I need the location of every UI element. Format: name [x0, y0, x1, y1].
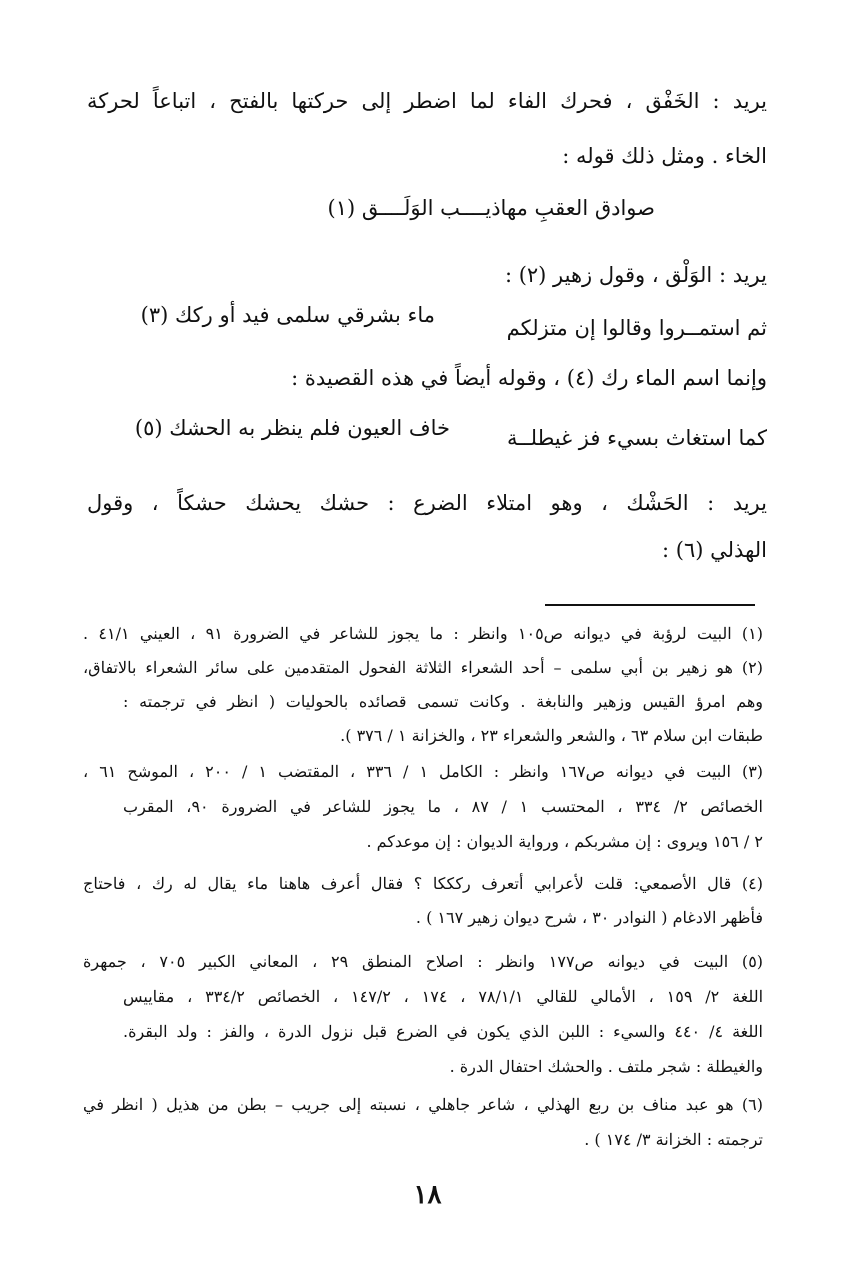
footnote-5-line-4: والغيطلة : شجر ملتف . والحشك احتفال الدرة . [449, 1057, 763, 1076]
footnote-2-line-1: (٢) هو زهير بن أبي سلمى – أحد الشعراء الثلاثة الفحول المتقدمين على سائر الشعراء بالاتفاق، [83, 658, 763, 677]
verse-2-first-hemistich: ثم استمــروا وقالوا إن متزلكم [506, 316, 767, 340]
paragraph-4-line-1: يريد : الحَشْك ، وهو امتلاء الضرع : حشك يحشك حشكاً ، وقول [87, 491, 767, 515]
footnote-3-line-1: (٣) البيت في ديوانه ص١٦٧ وانظر : الكامل ١ / ٣٣٦ ، المقتضب ١ / ٢٠٠ ، الموشح ٦١ ، [83, 762, 764, 781]
footnote-2-line-2: وهم امرؤ القيس وزهير والنابغة . وكانت تسمى قصائده بالحوليات ( انظر في ترجمته : [123, 692, 763, 711]
footnote-5-line-2: اللغة ٢/ ١٥٩ ، الأمالي للقالي ٧٨/١/١ ، ١٧٤ ، ١٤٧/٢ ، الخصائص ٣٣٤/٢ ، مقاييس [123, 987, 764, 1006]
page-number: ١٨ [413, 1180, 442, 1210]
paragraph-1-line-1: يريد : الخَفْق ، فحرك الفاء لما اضطر إلى حركتها بالفتح ، اتباعاً لحركة [87, 89, 767, 113]
footnote-2-line-3: طبقات ابن سلام ٦٣ ، والشعر والشعراء ٢٣ ، والخزانة ١ / ٣٧٦ ). [340, 726, 763, 745]
footnote-3-line-3: ٢ / ١٥٦ ويروى : إن مشربكم ، ورواية الديوان : إن موعدكم . [366, 832, 763, 851]
footnote-5-line-1: (٥) البيت في ديوانه ص١٧٧ وانظر : اصلاح المنطق ٢٩ ، المعاني الكبير ٧٠٥ ، جمهرة [83, 952, 764, 971]
footnote-separator [545, 604, 755, 606]
footnote-4-line-1: (٤) قال الأصمعي: قلت لأعرابي أتعرف ركككا ؟ فقال أعرف هاهنا ماء يقال له رك ، فاحتاج [83, 874, 763, 893]
footnote-4-line-2: فأظهر الادغام ( النوادر ٣٠ ، شرح ديوان زهير ١٦٧ ) . [415, 908, 763, 927]
paragraph-4-line-2: الهذلي (٦) : [662, 538, 767, 562]
footnote-6-line-2: ترجمته : الخزانة ٣/ ١٧٤ ) . [584, 1130, 763, 1149]
paragraph-2: يريد : الوَلْق ، وقول زهير (٢) : [504, 263, 767, 287]
footnote-3-line-2: الخصائص ٢/ ٣٣٤ ، المحتسب ١ / ٨٧ ، ما يجوز للشاعر في الضرورة ٩٠، المقرب [123, 797, 764, 816]
verse-1: صوادق العقبِ مهاذيــــب الوَلَــــق (١) [327, 196, 655, 220]
verse-3-first-hemistich: كما استغاث بسيء فز غيطلــة [507, 426, 767, 450]
footnote-5-line-3: اللغة ٤/ ٤٤٠ والسيء : اللبن الذي يكون في الضرع قبل نزول الدرة ، والفز : ولد البقرة. [123, 1022, 764, 1041]
paragraph-3: وإنما اسم الماء رك (٤) ، وقوله أيضاً في هذه القصيدة : [291, 366, 767, 390]
verse-2-second-hemistich: ماء بشرقي سلمى فيد أو ركك (٣) [140, 303, 435, 327]
footnote-1: (١) البيت لرؤبة في ديوانه ص١٠٥ وانظر : ما يجوز للشاعر في الضرورة ٩١ ، العيني ٤١/١ . [83, 624, 764, 643]
verse-3-second-hemistich: خاف العيون فلم ينظر به الحشك (٥) [134, 416, 450, 440]
paragraph-1-line-2: الخاء . ومثل ذلك قوله : [562, 144, 767, 168]
footnote-6-line-1: (٦) هو عبد مناف بن ربع الهذلي ، شاعر جاهلي ، نسبته إلى جريب – بطن من هذيل ( انظر في [83, 1095, 763, 1114]
